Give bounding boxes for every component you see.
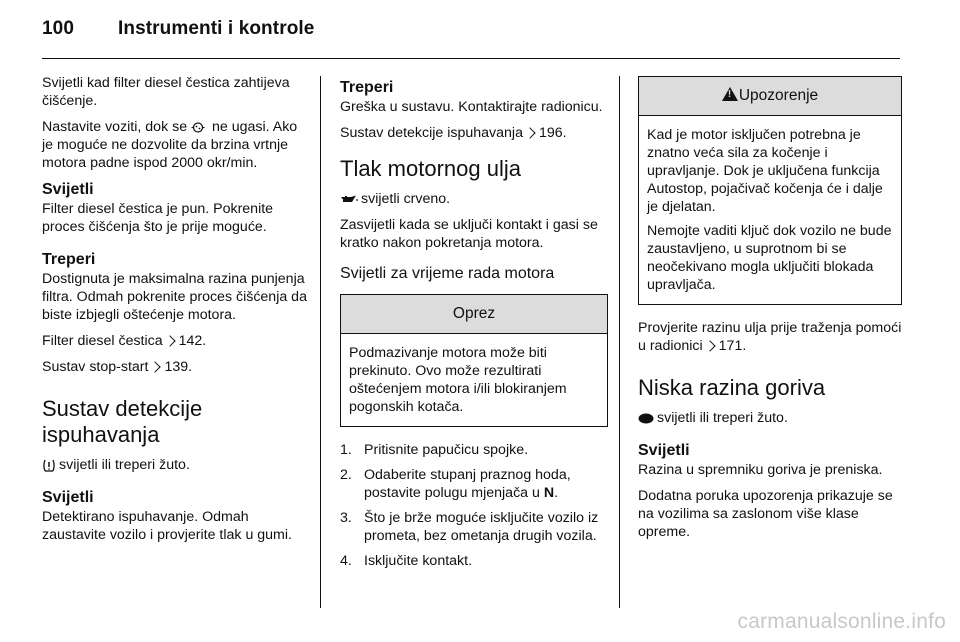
- subsection-heading: Svijetli: [42, 181, 94, 198]
- list-item: 4. Isključite kontakt.: [340, 553, 473, 569]
- section-title: Tlak motornog ulja: [340, 156, 521, 181]
- particle-filter-icon: [191, 121, 205, 134]
- paragraph: Svijetli kad filter diesel čestica zahtijeva čišćenje.: [42, 75, 290, 109]
- subheading: Svijetli za vrijeme rada motora: [340, 265, 555, 282]
- page-reference-icon: [704, 340, 715, 351]
- subsection-heading: Treperi: [42, 251, 96, 268]
- page-number: 100: [42, 18, 75, 39]
- page-header: [42, 18, 314, 50]
- column-divider-2: [619, 76, 620, 608]
- column-3: [638, 74, 902, 549]
- page-title: Instrumenti i kontrole: [118, 18, 315, 39]
- paragraph: svijetli ili treperi žuto.: [638, 409, 902, 427]
- cross-reference[interactable]: Provjerite razinu ulja prije traženja pomoći u radionici 171.: [638, 320, 902, 354]
- subsection-heading: Svijetli: [42, 489, 94, 506]
- page-reference-icon: [150, 361, 161, 372]
- cross-reference[interactable]: Sustav stop-start 139.: [42, 359, 193, 375]
- cross-reference[interactable]: Filter diesel čestica 142.: [42, 333, 207, 349]
- paragraph: svijetli crveno.: [340, 190, 608, 208]
- paragraph: Nastavite voziti, dok se ne ugasi. Ako je moguće ne dozvolite da brzina vrtnje motora padne ispod 2000 okr/min.: [42, 119, 298, 171]
- warning-title: !Upozorenje: [639, 77, 901, 116]
- list-item: 1. Pritisnite papučicu spojke.: [340, 442, 529, 458]
- paragraph: Zasvijetli kada se uključi kontakt i gasi se kratko nakon pokretanja motora.: [340, 217, 598, 251]
- caution-title: Oprez: [341, 295, 607, 334]
- paragraph: Dostignuta je maksimalna razina punjenja filtra. Odmah pokrenite proces čišćenja da biste izbjegli oštećenje motora.: [42, 271, 307, 323]
- steps-list: [340, 441, 608, 570]
- gear-key: N: [543, 485, 555, 501]
- warning-text: Nemojte vaditi ključ dok vozilo ne bude zaustavljeno, u suprotnom bi se neočekivano mogla uključiti blokada upravljača.: [647, 223, 892, 293]
- tyre-pressure-icon: [42, 459, 56, 472]
- caution-text: Podmazivanje motora može biti prekinuto. Ovo može rezultirati oštećenjem motora i/ili blokiranjem pogonskih kotača.: [349, 345, 567, 415]
- warning-box: [638, 76, 902, 305]
- page-reference-icon: [524, 127, 535, 138]
- page-reference-icon: [164, 335, 175, 346]
- warning-text: Kad je motor isključen potrebna je znatno veća sila za kočenje i upravljanje. Dok je uključena funkcija Autostop, pojačivač kočenja će i dalje je djelatan.: [647, 127, 883, 215]
- watermark: carmanualsonline.info: [737, 610, 946, 633]
- warning-triangle-icon: [722, 87, 738, 101]
- oil-can-icon: [340, 194, 358, 204]
- paragraph: Razina u spremniku goriva je preniska.: [638, 462, 883, 478]
- paragraph: svijetli ili treperi žuto.: [42, 456, 310, 474]
- paragraph: Greška u sustavu. Kontaktirajte radionicu.: [340, 99, 603, 115]
- list-item: 3. Što je brže moguće isključite vozilo iz prometa, bez ometanja drugih vozila.: [340, 510, 599, 544]
- column-divider-1: [320, 76, 321, 608]
- subsection-heading: Svijetli: [638, 442, 690, 459]
- column-1: [42, 74, 310, 552]
- cross-reference[interactable]: Sustav detekcije ispuhavanja 196.: [340, 125, 567, 141]
- fuel-indicator-icon: [638, 413, 654, 424]
- header-divider: [42, 58, 900, 59]
- paragraph: Filter diesel čestica je pun. Pokrenite proces čišćenja što je prije moguće.: [42, 201, 274, 235]
- paragraph: Dodatna poruka upozorenja prikazuje se na vozilima sa zaslonom više klase opreme.: [638, 488, 893, 540]
- column-2: [340, 74, 608, 577]
- list-item: 2. Odaberite stupanj praznog hoda, postavite polugu mjenjača u N.: [340, 467, 571, 501]
- caution-box: [340, 294, 608, 427]
- subsection-heading: Treperi: [340, 79, 394, 96]
- section-title: Sustav detekcije ispuhavanja: [42, 396, 203, 447]
- paragraph: Detektirano ispuhavanje. Odmah zaustavite vozilo i provjerite tlak u gumi.: [42, 509, 292, 543]
- section-title: Niska razina goriva: [638, 375, 826, 400]
